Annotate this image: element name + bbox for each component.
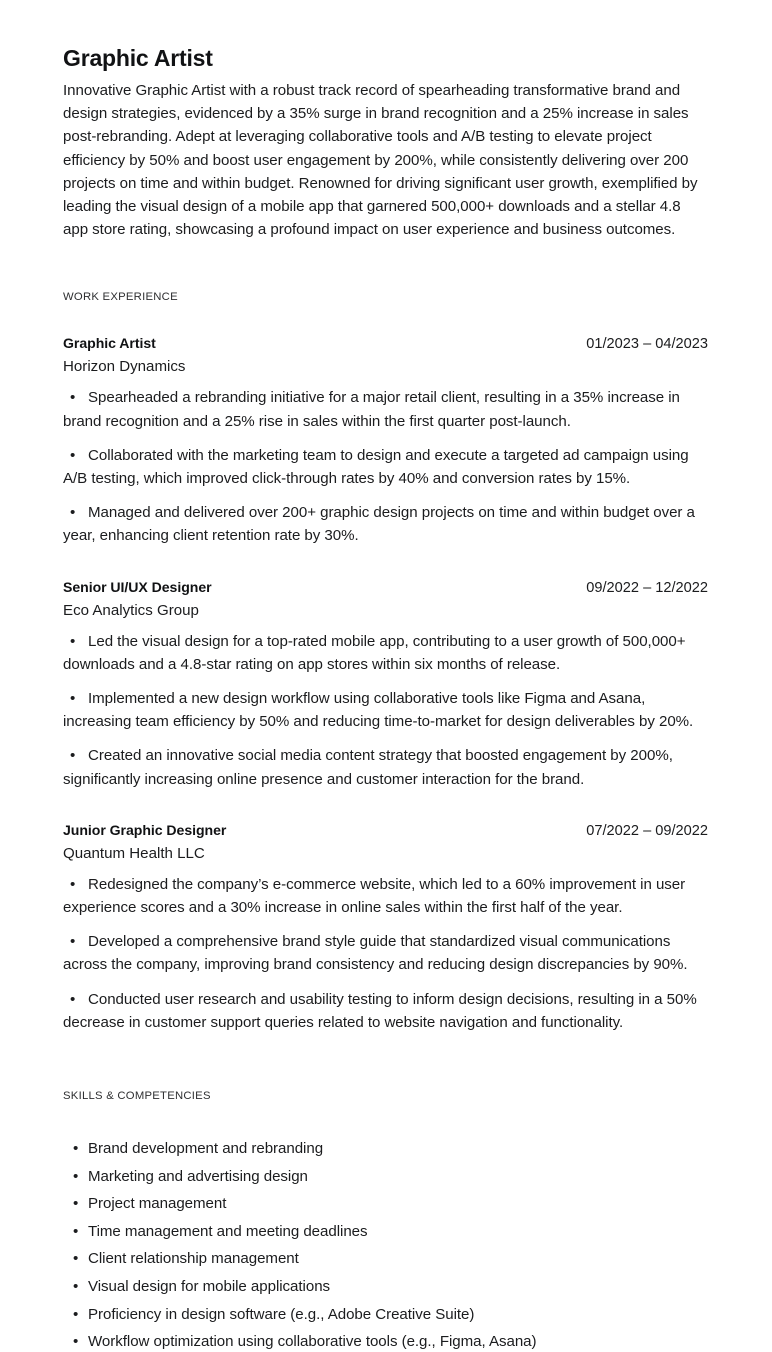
job-title: Junior Graphic Designer	[63, 821, 227, 838]
job-bullet-text: Spearheaded a rebranding initiative for a major retail client, resulting in a 35% increase in brand recognition and a 25% rise in sales within the first quarter post-launch.	[63, 389, 680, 430]
job-bullet-item	[63, 988, 708, 1034]
skills-list	[63, 1138, 708, 1352]
job-title: Senior UI/UX Designer	[63, 578, 212, 595]
skill-text: Workflow optimization using collaborative tools (e.g., Figma, Asana)	[88, 1333, 537, 1351]
skill-text: Brand development and rebranding	[88, 1140, 324, 1158]
skill-item	[63, 1193, 708, 1214]
bullet-icon: •	[73, 1250, 79, 1268]
skill-item	[63, 1221, 708, 1242]
skill-text: Marketing and advertising design	[88, 1167, 308, 1185]
skill-text: Proficiency in design software (e.g., Adobe Creative Suite)	[88, 1305, 475, 1323]
job-bullet-text: Managed and delivered over 200+ graphic design projects on time and within budget over a year, enhancing client retention rate by 30%.	[63, 504, 695, 545]
skill-item	[63, 1331, 708, 1352]
job-date-range: 09/2022 – 12/2022	[586, 579, 708, 596]
bullet-icon: •	[70, 690, 76, 708]
job-date-range: 01/2023 – 04/2023	[586, 336, 708, 353]
section-heading-work-experience: WORK EXPERIENCE	[63, 291, 178, 304]
bullet-icon: •	[70, 875, 76, 893]
bullet-icon: •	[73, 1167, 79, 1185]
professional-summary: Innovative Graphic Artist with a robust track record of spearheading transformative brand and design strategies, evidenced by a 35% surge in brand recognition and a 25% increase in sales post-rebranding. Adept at leveraging collaborative tools and A/B testing to elevate project efficiency by 50% and boost user engagement by 200%, while consistently delivering over 200 projects on time and within budget. Renowned for driving significant user growth, exemplified by leading the visual design of a mobile app that garnered 500,000+ downloads and a stellar 4.8 app store rating, showcasing a profound impact on user experience and business outcomes.	[63, 82, 698, 239]
job-bullet-text: Redesigned the company’s e-commerce website, which led to a 60% improvement in user experience scores and a 30% increase in online sales within the first half of the year.	[63, 875, 686, 917]
job-bullet-list	[63, 386, 708, 547]
job-bullet-text: Created an innovative social media content strategy that boosted engagement by 200%, significantly increasing online presence and customer interaction for the brand.	[63, 747, 673, 788]
work-experience-entry	[63, 821, 708, 1034]
work-experience-entry	[63, 578, 708, 791]
skill-text: Time management and meeting deadlines	[88, 1222, 368, 1240]
bullet-icon: •	[70, 990, 76, 1008]
bullet-icon: •	[70, 504, 76, 522]
skill-text: Project management	[88, 1195, 227, 1213]
work-experience-list	[63, 334, 708, 1034]
job-bullet-text: Led the visual design for a top-rated mobile app, contributing to a user growth of 500,000+ downloads and a 4.8-star rating on app stores within six months of release.	[63, 632, 686, 673]
job-bullet-list	[63, 873, 708, 1034]
job-company-name: Horizon Dynamics	[63, 358, 186, 376]
bullet-icon: •	[70, 389, 76, 407]
job-header-row	[63, 578, 708, 598]
job-title: Graphic Artist	[63, 335, 156, 352]
bullet-icon: •	[73, 1222, 79, 1240]
skill-item	[63, 1166, 708, 1187]
skill-text: Client relationship management	[88, 1250, 299, 1268]
bullet-icon: •	[70, 632, 76, 650]
job-bullet-item	[63, 687, 708, 733]
job-bullet-item	[63, 501, 708, 547]
job-bullet-item	[63, 873, 708, 919]
job-company-name: Eco Analytics Group	[63, 601, 199, 619]
skill-item	[63, 1276, 708, 1297]
skill-item	[63, 1304, 708, 1325]
job-bullet-list	[63, 630, 708, 791]
bullet-icon: •	[73, 1140, 79, 1158]
work-experience-entry	[63, 334, 708, 547]
skill-item	[63, 1248, 708, 1269]
job-bullet-item	[63, 444, 708, 490]
job-date-range: 07/2022 – 09/2022	[586, 822, 708, 839]
bullet-icon: •	[70, 446, 76, 464]
skill-text: Visual design for mobile applications	[88, 1278, 331, 1296]
job-bullet-item	[63, 930, 708, 976]
job-company-name: Quantum Health LLC	[63, 844, 205, 862]
section-heading-skills: SKILLS & COMPETENCIES	[63, 1090, 211, 1103]
page-title: Graphic Artist	[63, 45, 213, 71]
bullet-icon: •	[73, 1195, 79, 1213]
job-bullet-text: Collaborated with the marketing team to design and execute a targeted ad campaign using A/B testing, which improved click-through rates by 40% and conversion rates by 15%.	[63, 446, 689, 488]
bullet-icon: •	[73, 1305, 79, 1323]
skill-item	[63, 1138, 708, 1159]
job-bullet-text: Implemented a new design workflow using collaborative tools like Figma and Asana, increasing team efficiency by 50% and reducing time-to-market for design deliverables by 20%.	[63, 690, 694, 731]
job-bullet-item	[63, 630, 708, 676]
bullet-icon: •	[70, 747, 76, 765]
bullet-icon: •	[70, 933, 76, 951]
bullet-icon: •	[73, 1278, 79, 1296]
job-header-row	[63, 334, 708, 354]
job-header-row	[63, 821, 708, 841]
bullet-icon: •	[73, 1333, 79, 1351]
job-bullet-item	[63, 386, 708, 432]
job-bullet-item	[63, 744, 708, 790]
job-bullet-text: Developed a comprehensive brand style guide that standardized visual communications across the company, improving brand consistency and reducing design discrepancies by 90%.	[63, 933, 688, 974]
job-bullet-text: Conducted user research and usability testing to inform design decisions, resulting in a 50% decrease in customer support queries related to website navigation and functionality.	[63, 990, 697, 1031]
